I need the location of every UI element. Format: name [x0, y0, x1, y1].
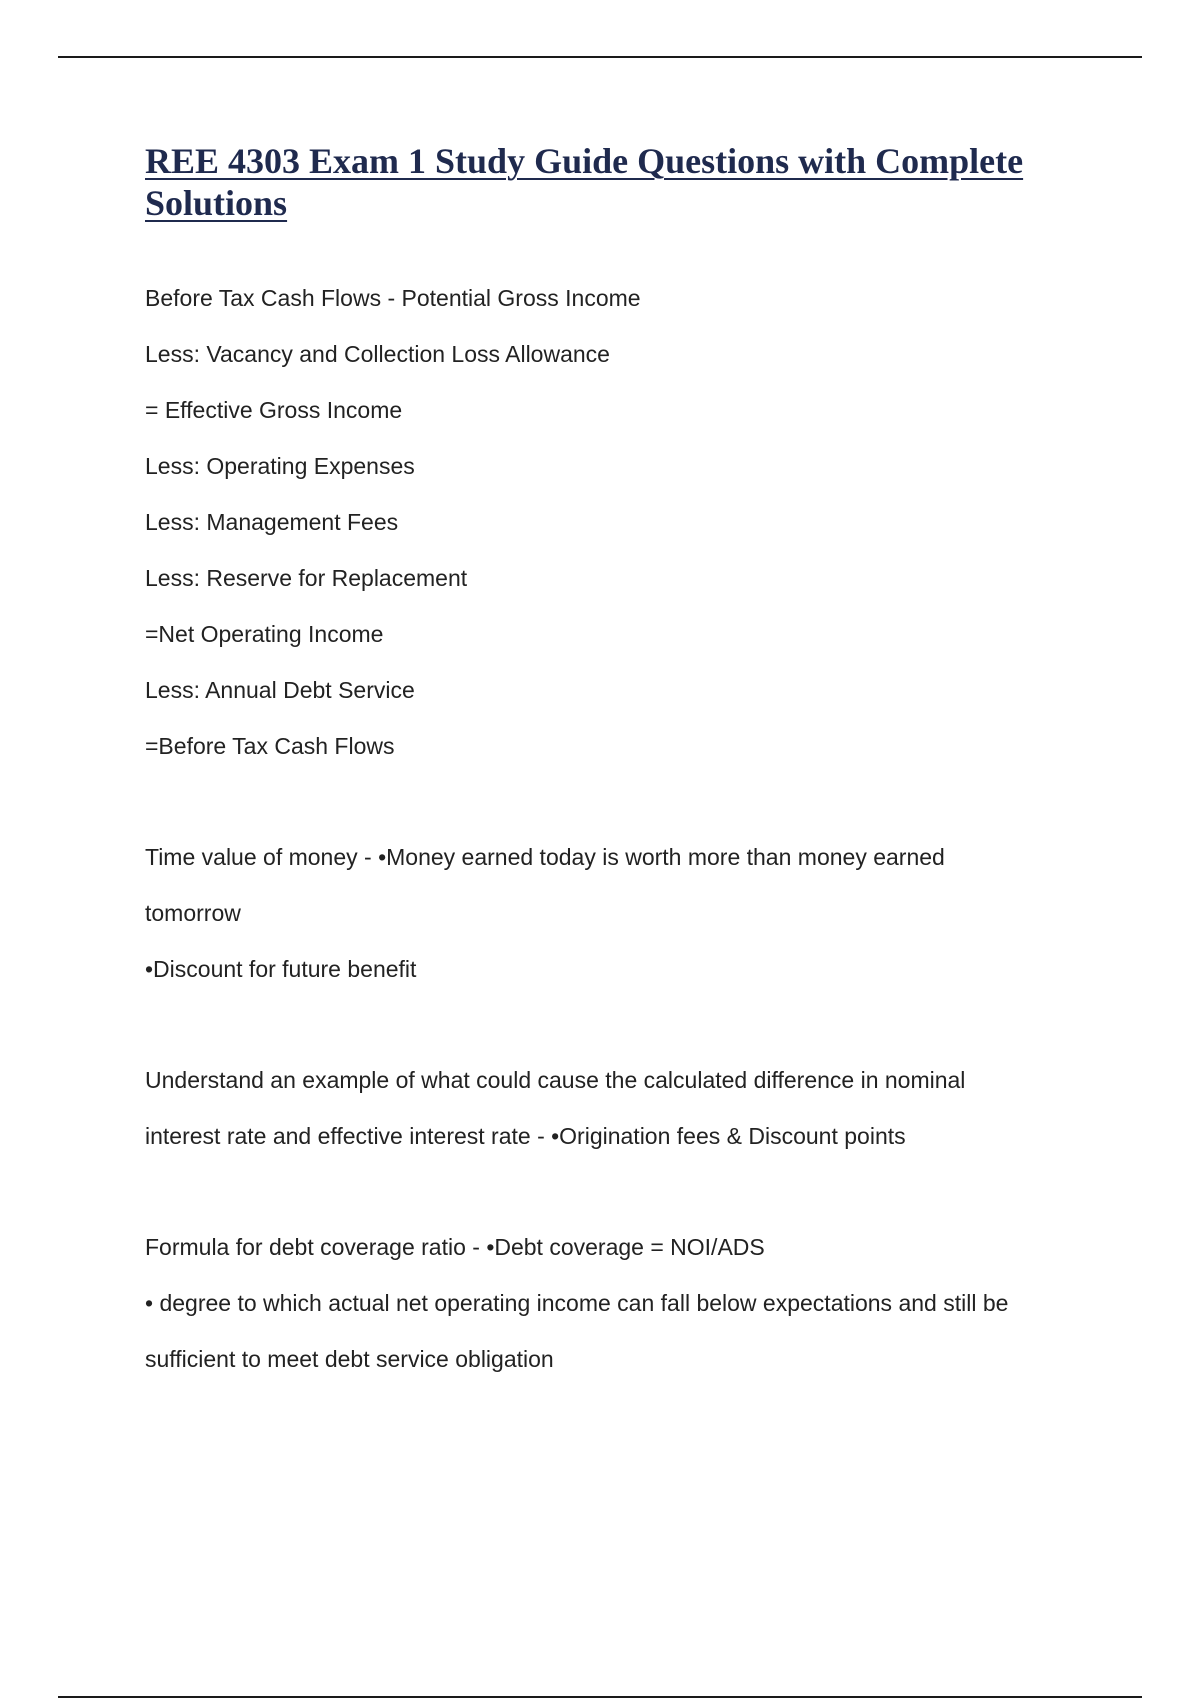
text-line: Time value of money - •Money earned today is worth more than money earned: [145, 844, 945, 870]
footer-rule: [58, 1696, 1142, 1698]
text-line: interest rate and effective interest rate - •Origination fees & Discount points: [145, 1123, 906, 1149]
text-line: sufficient to meet debt service obligation: [145, 1346, 554, 1372]
text-line: Formula for debt coverage ratio - •Debt coverage = NOI/ADS: [145, 1234, 765, 1260]
section-before-tax-cash-flows: [145, 270, 1065, 774]
section-debt-coverage-ratio: [145, 1219, 1065, 1387]
text-line: = Effective Gross Income: [145, 397, 403, 423]
header-rule: [58, 56, 1142, 58]
text-line: Less: Management Fees: [145, 509, 399, 535]
text-line: =Net Operating Income: [145, 621, 384, 647]
section-nominal-vs-effective-rate: [145, 1052, 1065, 1164]
section-time-value-of-money: [145, 829, 1065, 997]
text-line: •Discount for future benefit: [145, 956, 417, 982]
text-line: Before Tax Cash Flows - Potential Gross Income: [145, 285, 641, 311]
text-line: Less: Reserve for Replacement: [145, 565, 468, 591]
text-line: Understand an example of what could cause the calculated difference in nominal: [145, 1067, 966, 1093]
document-page: [145, 140, 1065, 1387]
text-line: =Before Tax Cash Flows: [145, 733, 395, 759]
text-line: Less: Vacancy and Collection Loss Allowance: [145, 341, 610, 367]
text-line: Less: Operating Expenses: [145, 453, 415, 479]
text-line: Less: Annual Debt Service: [145, 677, 415, 703]
document-title: REE 4303 Exam 1 Study Guide Questions with Complete Solutions: [145, 141, 1024, 223]
text-line: tomorrow: [145, 900, 241, 926]
text-line: • degree to which actual net operating income can fall below expectations and still be: [145, 1290, 1009, 1316]
